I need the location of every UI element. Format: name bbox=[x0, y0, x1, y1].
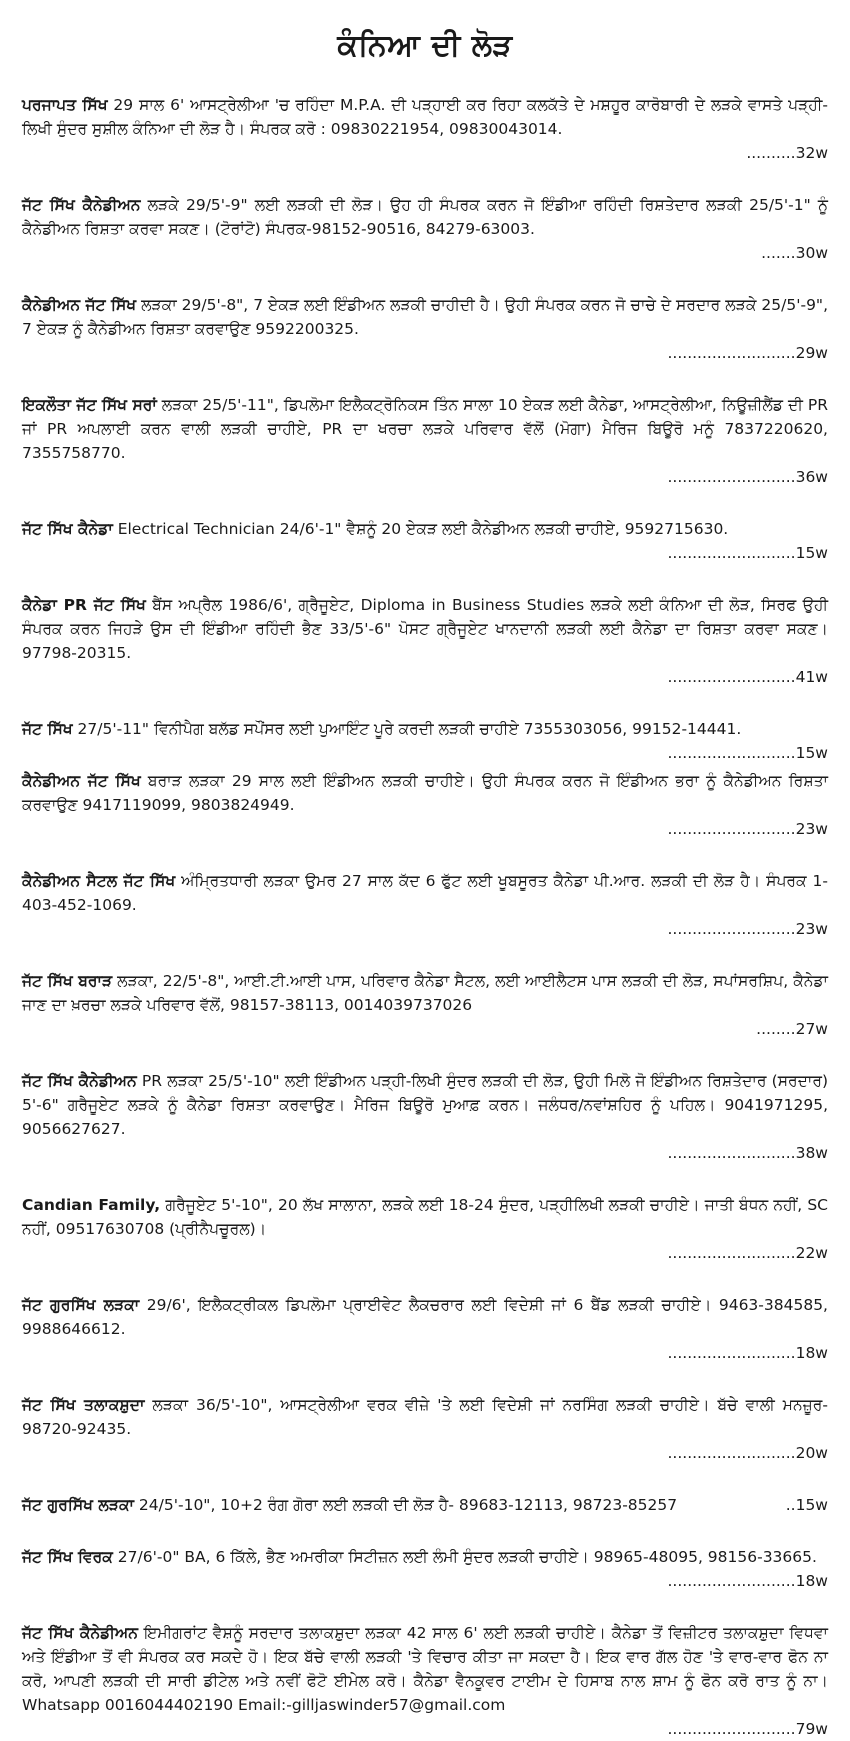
ad-lead: ਜੱਟ ਸਿੱਖ ਕੈਨੇਡਾ bbox=[22, 520, 113, 538]
ad-rate: ..........................15w bbox=[667, 544, 828, 562]
ad-13 bbox=[22, 1293, 828, 1365]
ad-body: ਬਰਾੜ ਲੜਕਾ 29 ਸਾਲ ਲਈ ਇੰਡੀਅਨ ਲੜਕੀ ਚਾਹੀਏ। ਉਹੀ ਸੰਪਰਕ ਕਰਨ ਜੋ ਇੰਡੀਅਨ ਭਰਾ ਨੂੰ ਕੈਨੇਡੀਅਨ ਰਿਸ਼ਤਾ ਕਰਵਾਉਣ 9417119099, 9803824949. bbox=[22, 772, 828, 814]
ad-16 bbox=[22, 1545, 828, 1593]
ad-lead: Candian Family, bbox=[22, 1196, 161, 1214]
ad-rate: .......30w bbox=[761, 244, 828, 262]
ad-5 bbox=[22, 517, 828, 565]
ad-body: ਲੜਕਾ, 22/5'-8", ਆਈ.ਟੀ.ਆਈ ਪਾਸ, ਪਰਿਵਾਰ ਕੈਨੇਡਾ ਸੈਟਲ, ਲਈ ਆਈਲੈਟਸ ਪਾਸ ਲੜਕੀ ਦੀ ਲੋੜ, ਸਪਾਂਸਰਸ਼ਿਪ, ਕੈਨੇਡਾ ਜਾਣ ਦਾ ਖ਼ਰਚਾ ਲੜਕੇ ਪਰਿਵਾਰ ਵੱਲੋਂ, 98157-38113, 0014039737026 bbox=[22, 972, 828, 1014]
ad-rate: ..........................79w bbox=[667, 1720, 828, 1738]
ad-rate: ..........................36w bbox=[667, 468, 828, 486]
ad-lead: ਕੈਨੇਡੀਅਨ ਜੱਟ ਸਿੱਖ bbox=[22, 772, 141, 790]
ad-body: ਬੈਂਸ ਅਪ੍ਰੈਲ 1986/6', ਗ੍ਰੈਜੂਏਟ, Diploma in Business Studies ਲੜਕੇ ਲਈ ਕੰਨਿਆ ਦੀ ਲੋੜ, ਸਿਰਫ ਉਹੀ ਸੰਪਰਕ ਕਰਨ ਜਿਹੜੇ ਉਸ ਦੀ ਇੰਡੀਆ ਰਹਿੰਦੀ ਭੈਣ 33/5'-6" ਪੋਸਟ ਗ੍ਰੈਜੂਏਟ ਖਾਨਦਾਨੀ ਲੜਕੀ ਲਈ ਕੈਨੇਡਾ ਦਾ ਰਿਸ਼ਤਾ ਕਰਵਾ ਸਕਣ। 97798-20315. bbox=[22, 596, 828, 662]
ad-10 bbox=[22, 969, 828, 1041]
ad-lead: ਜੱਟ ਸਿੱਖ ਤਲਾਕਸ਼ੁਦਾ bbox=[22, 1396, 145, 1414]
ad-lead: ਕੈਨੇਡੀਅਨ ਸੈਟਲ ਜੱਟ ਸਿੱਖ bbox=[22, 872, 176, 890]
ad-rate: ..........................15w bbox=[667, 744, 828, 762]
ad-lead: ਕੈਨੇਡਾ PR ਜੱਟ ਸਿੱਖ bbox=[22, 596, 146, 614]
ad-body: 29/6', ਇਲੈਕਟ੍ਰੀਕਲ ਡਿਪਲੋਮਾ ਪ੍ਰਾਈਵੇਟ ਲੈਕਚਰਾਰ ਲਈ ਵਿਦੇਸ਼ੀ ਜਾਂ 6 ਬੈਂਡ ਲੜਕੀ ਚਾਹੀਏ। 9463-384585, 9988646612. bbox=[22, 1296, 828, 1338]
ad-11 bbox=[22, 1069, 828, 1165]
ad-lead: ਜੱਟ ਸਿੱਖ bbox=[22, 720, 73, 738]
ad-body: Electrical Technician 24/6'-1" ਵੈਸ਼ਨੂੰ 20 ਏਕੜ ਲਈ ਕੈਨੇਡੀਅਨ ਲੜਕੀ ਚਾਹੀਏ, 9592715630. bbox=[112, 520, 729, 538]
ad-body: ਲੜਕਾ 29/5'-8", 7 ਏਕੜ ਲਈ ਇੰਡੀਅਨ ਲੜਕੀ ਚਾਹੀਦੀ ਹੈ। ਉਹੀ ਸੰਪਰਕ ਕਰਨ ਜੋ ਚਾਚੇ ਦੇ ਸਰਦਾਰ ਲੜਕੇ 25/5'-9", 7 ਏਕੜ ਨੂੰ ਕੈਨੇਡੀਅਨ ਰਿਸ਼ਤਾ ਕਰਵਾਉਣ 9592200325. bbox=[22, 296, 828, 338]
ad-lead: ਜੱਟ ਗੁਰਸਿੱਖ ਲੜਕਾ bbox=[22, 1296, 140, 1314]
ad-rate: ..........................41w bbox=[667, 668, 828, 686]
ad-rate: ..........................38w bbox=[667, 1144, 828, 1162]
ad-1 bbox=[22, 93, 828, 165]
ad-body: ਲੜਕੇ 29/5'-9" ਲਈ ਲੜਕੀ ਦੀ ਲੋੜ। ਉਹ ਹੀ ਸੰਪਰਕ ਕਰਨ ਜੋ ਇੰਡੀਆ ਰਹਿੰਦੀ ਰਿਸ਼ਤੇਦਾਰ ਲੜਕੀ 25/5'-1" ਨੂੰ ਕੈਨੇਡੀਅਨ ਰਿਸ਼ਤਾ ਕਰਵਾ ਸਕਣ। (ਟੋਰਾਂਟੋ) ਸੰਪਰਕ-98152-90516, 84279-63003. bbox=[22, 196, 828, 238]
ad-rate: ..........................22w bbox=[667, 1244, 828, 1262]
ad-lead: ਜੱਟ ਗੁਰਸਿੱਖ ਲੜਕਾ bbox=[22, 1496, 134, 1514]
ad-lead: ਕੈਨੇਡੀਅਨ ਜੱਟ ਸਿੱਖ bbox=[22, 296, 137, 314]
ad-4 bbox=[22, 393, 828, 489]
ad-rate: ..........................20w bbox=[667, 1444, 828, 1462]
ad-body: ਲੜਕਾ 25/5'-11", ਡਿਪਲੋਮਾ ਇਲੈਕਟ੍ਰੋਨਿਕਸ ਤਿੰਨ ਸਾਲਾ 10 ਏਕੜ ਲਈ ਕੈਨੇਡਾ, ਆਸਟ੍ਰੇਲੀਆ, ਨਿਊਜ਼ੀਲੈਂਡ ਦੀ PR ਜਾਂ PR ਅਪਲਾਈ ਕਰਨ ਵਾਲੀ ਲੜਕੀ ਚਾਹੀਏ, PR ਦਾ ਖਰਚਾ ਲੜਕੇ ਪਰਿਵਾਰ ਵੱਲੋਂ (ਮੋਗਾ) ਮੈਰਿਜ ਬਿਊਰੋ ਮਨੂੰ 7837220620, 7355758770. bbox=[22, 396, 828, 462]
ad-rate: ..15w bbox=[785, 1496, 828, 1514]
ad-body: PR ਲੜਕਾ 25/5'-10" ਲਈ ਇੰਡੀਅਨ ਪੜ੍ਹੀ-ਲਿਖੀ ਸੁੰਦਰ ਲੜਕੀ ਦੀ ਲੋੜ, ਉਹੀ ਮਿਲੋ ਜੋ ਇੰਡੀਅਨ ਰਿਸ਼ਤੇਦਾਰ (ਸਰਦਾਰ) 5'-6" ਗਰੈਜੂਏਟ ਲੜਕੇ ਨੂੰ ਕੈਨੇਡਾ ਰਿਸ਼ਤਾ ਕਰਵਾਉਣ। ਮੈਰਿਜ ਬਿਊਰੋ ਮੁਆਫ਼ ਕਰਨ। ਜਲੰਧਰ/ਨਵਾਂਸ਼ਹਿਰ ਨੂੰ ਪਹਿਲ। 9041971295, 9056627627. bbox=[22, 1072, 828, 1138]
ad-body: 27/6'-0" BA, 6 ਕਿੱਲੇ, ਭੈਣ ਅਮਰੀਕਾ ਸਿਟੀਜ਼ਨ ਲਈ ਲੰਮੀ ਸੁੰਦਰ ਲੜਕੀ ਚਾਹੀਏ। 98965-48095, 98156-33665. bbox=[112, 1548, 817, 1566]
ad-lead: ਜੱਟ ਸਿੱਖ ਵਿਰਕ bbox=[22, 1548, 113, 1566]
ad-lead: ਜੱਟ ਸਿੱਖ ਕੈਨੇਡੀਅਨ bbox=[22, 1624, 138, 1642]
ad-body: 27/5'-11" ਵਿਨੀਪੈਗ ਬਲੱਡ ਸਪੌਂਸਰ ਲਈ ਪੁਆਇੰਟ ਪੂਰੇ ਕਰਦੀ ਲੜਕੀ ਚਾਹੀਏ 7355303056, 99152-14441. bbox=[72, 720, 742, 738]
ad-body: ਗਰੈਜੂਏਟ 5'-10", 20 ਲੱਖ ਸਾਲਾਨਾ, ਲੜਕੇ ਲਈ 18-24 ਸੁੰਦਰ, ਪੜ੍ਹੀਲਿਖੀ ਲੜਕੀ ਚਾਹੀਏ। ਜਾਤੀ ਬੰਧਨ ਨਹੀਂ, SC ਨਹੀਂ, 09517630708 (ਪ੍ਰੀਨੈਪਚੂਰਲ)। bbox=[22, 1196, 828, 1238]
ad-3 bbox=[22, 293, 828, 365]
ad-rate: ..........................23w bbox=[667, 920, 828, 938]
ad-rate: ..........................18w bbox=[667, 1572, 828, 1590]
ad-rate: ........27w bbox=[756, 1020, 828, 1038]
ad-lead: ਪਰਜਾਪਤ ਸਿੱਖ bbox=[22, 96, 108, 114]
ad-14 bbox=[22, 1393, 828, 1465]
ad-lead: ਜੱਟ ਸਿੱਖ ਕੈਨੇਡੀਅਨ bbox=[22, 1072, 137, 1090]
ad-rate: ..........................23w bbox=[667, 820, 828, 838]
ad-rate: ..........................18w bbox=[667, 1344, 828, 1362]
ad-9 bbox=[22, 869, 828, 941]
page-title: ਕੰਨਿਆ ਦੀ ਲੋੜ bbox=[337, 28, 513, 63]
ad-rate: ..........................29w bbox=[667, 344, 828, 362]
ad-lead: ਜੱਟ ਸਿੱਖ ਕੈਨੇਡੀਅਨ bbox=[22, 196, 141, 214]
ad-7 bbox=[22, 717, 828, 765]
ad-lead: ਇਕਲੌਤਾ ਜੱਟ ਸਿੱਖ ਸਰਾਂ bbox=[22, 396, 157, 414]
ad-body: 24/5'-10", 10+2 ਰੰਗ ਗੋਰਾ ਲਈ ਲੜਕੀ ਦੀ ਲੋੜ ਹੈ- 89683-12113, 98723-85257 bbox=[134, 1496, 678, 1514]
ad-body: 29 ਸਾਲ 6' ਆਸਟ੍ਰੇਲੀਆ 'ਚ ਰਹਿੰਦਾ M.P.A. ਦੀ ਪੜ੍ਹਾਈ ਕਰ ਰਿਹਾ ਕਲਕੱਤੇ ਦੇ ਮਸ਼ਹੂਰ ਕਾਰੋਬਾਰੀ ਦੇ ਲੜਕੇ ਵਾਸਤੇ ਪੜ੍ਹੀ-ਲਿਖੀ ਸੁੰਦਰ ਸੁਸ਼ੀਲ ਕੰਨਿਆ ਦੀ ਲੋੜ ਹੈ। ਸੰਪਰਕ ਕਰੋ : 09830221954, 09830043014. bbox=[22, 96, 828, 138]
ad-15 bbox=[22, 1493, 828, 1517]
ad-body: ਇਮੀਗਰਾਂਟ ਵੈਸ਼ਨੂੰ ਸਰਦਾਰ ਤਲਾਕਸ਼ੁਦਾ ਲੜਕਾ 42 ਸਾਲ 6' ਲਈ ਲੜਕੀ ਚਾਹੀਏ। ਕੈਨੇਡਾ ਤੋਂ ਵਿਜ਼ੀਟਰ ਤਲਾਕਸ਼ੁਦਾ ਵਿਧਵਾ ਅਤੇ ਇੰਡੀਆ ਤੋਂ ਵੀ ਸੰਪਰਕ ਕਰ ਸਕਦੇ ਹੋ। ਇਕ ਬੱਚੇ ਵਾਲੀ ਲੜਕੀ 'ਤੇ ਵਿਚਾਰ ਕੀਤਾ ਜਾ ਸਕਦਾ ਹੈ। ਇਕ ਵਾਰ ਗੱਲ ਹੋਣ 'ਤੇ ਵਾਰ-ਵਾਰ ਫੋਨ ਨਾ ਕਰੋ, ਆਪਣੀ ਲੜਕੀ ਦੀ ਸਾਰੀ ਡੀਟੇਲ ਅਤੇ ਨਵੀਂ ਫੋਟੋ ਈਮੇਲ ਕਰੋ। ਕੈਨੇਡਾ ਵੈਨਕੂਵਰ ਟਾਈਮ ਦੇ ਹਿਸਾਬ ਨਾਲ ਸ਼ਾਮ ਨੂੰ ਫੋਨ ਕਰੋ ਰਾਤ ਨੂੰ ਨਾ। Whatsapp 0016044402190 Email:-gilljaswinder57@gmail.com bbox=[22, 1624, 828, 1714]
ad-17 bbox=[22, 1621, 828, 1741]
ad-8 bbox=[22, 769, 828, 841]
ad-2 bbox=[22, 193, 828, 265]
ad-body: ਅੰਮ੍ਰਿਤਧਾਰੀ ਲੜਕਾ ਉਮਰ 27 ਸਾਲ ਕੱਦ 6 ਫੁੱਟ ਲਈ ਖੂਬਸੂਰਤ ਕੈਨੇਡਾ ਪੀ.ਆਰ. ਲੜਕੀ ਦੀ ਲੋੜ ਹੈ। ਸੰਪਰਕ 1-403-452-1069. bbox=[22, 872, 829, 914]
ad-12 bbox=[22, 1193, 828, 1265]
ad-body: ਲੜਕਾ 36/5'-10", ਆਸਟ੍ਰੇਲੀਆ ਵਰਕ ਵੀਜ਼ੇ 'ਤੇ ਲਈ ਵਿਦੇਸ਼ੀ ਜਾਂ ਨਰਸਿੰਗ ਲੜਕੀ ਚਾਹੀਏ। ਬੱਚੇ ਵਾਲੀ ਮਨਜ਼ੂਰ- 98720-92435. bbox=[22, 1396, 828, 1438]
ad-rate: ..........32w bbox=[746, 144, 828, 162]
ad-lead: ਜੱਟ ਸਿੱਖ ਬਰਾੜ bbox=[22, 972, 113, 990]
ad-6 bbox=[22, 593, 828, 689]
